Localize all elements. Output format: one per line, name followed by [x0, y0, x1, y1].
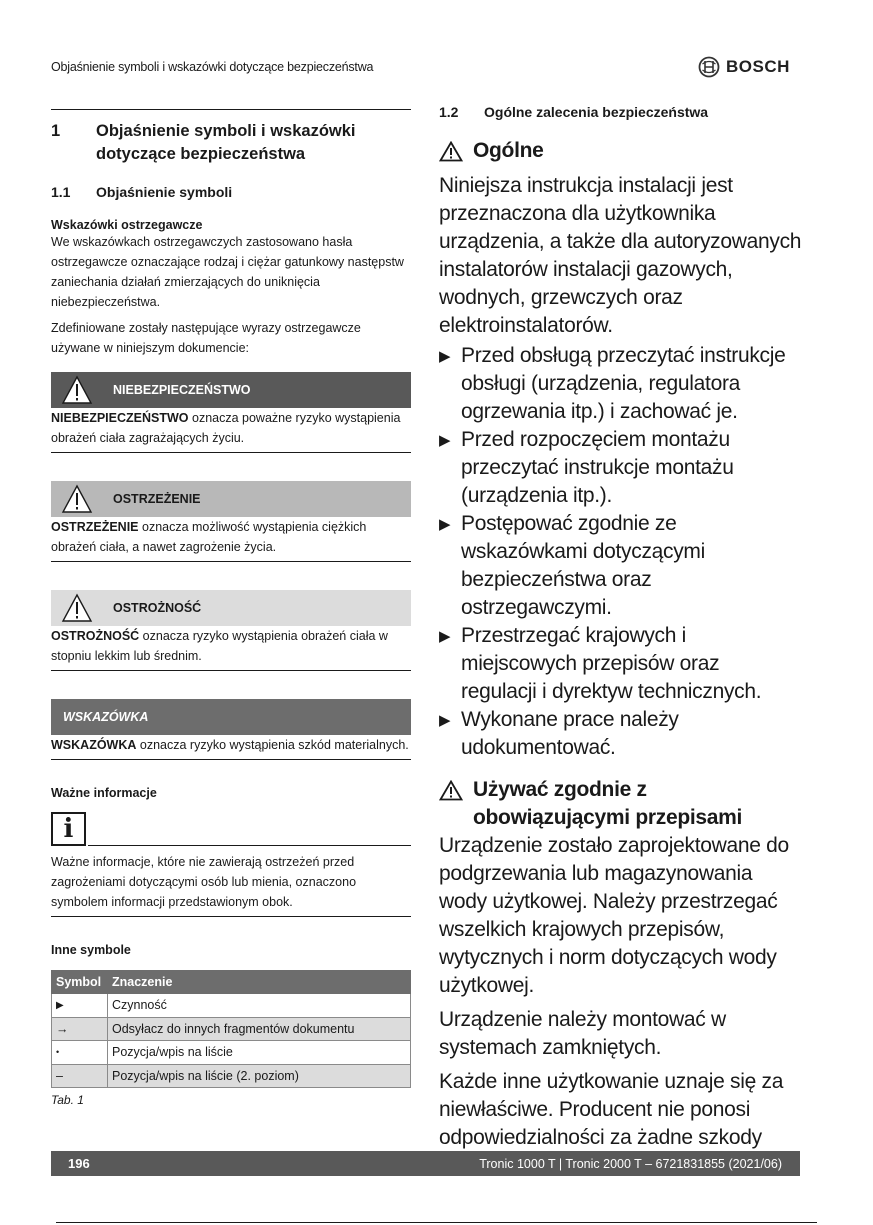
document-id: Tronic 1000 T | Tronic 2000 T – 6721831855 (2021/06)	[479, 1156, 782, 1171]
caution-description	[51, 626, 411, 671]
list-item-text: Wykonane prace należy udokumentować.	[461, 708, 679, 759]
danger-label: NIEBEZPIECZEŃSTWO	[113, 383, 251, 397]
table-cell-meaning: Odsyłacz do innych fragmentów dokumentu	[108, 1017, 411, 1041]
action-arrow-icon: ▶	[439, 712, 451, 729]
important-info-text: Ważne informacje, które nie zawierają ostrzeżeń przed zagrożeniami dotyczącymi osób lub mienia, oznaczono symbolem informacji przedstawionym obok.	[51, 852, 411, 917]
warning-text: oznacza możliwość wystąpienia ciężkich obrażeń ciała, a nawet zagrożenie życia.	[51, 520, 367, 554]
usage-paragraph-3: Każde inne użytkowanie uznaje się za niewłaściwe. Producent nie ponosi odpowiedzialności za żadne szkody	[439, 1070, 784, 1149]
table-caption: Tab. 1	[51, 1093, 84, 1107]
section-number: 1.1	[51, 184, 71, 200]
section-title: Ogólne zalecenia bezpieczeństwa	[484, 104, 709, 120]
general-heading	[439, 137, 804, 170]
notice-text: oznacza ryzyko wystąpienia szkód materialnych.	[136, 738, 409, 752]
running-header-title: Objaśnienie symboli i wskazówki dotyczące bezpieczeństwa	[51, 60, 374, 74]
danger-label-bar	[51, 372, 411, 408]
warnings-heading: Wskazówki ostrzegawcze	[51, 218, 203, 232]
section-title: Objaśnienie symboli i wskazówki dotyczące bezpieczeństwa	[96, 122, 356, 163]
usage-paragraph-1: Urządzenie zostało zaprojektowane do podgrzewania lub magazynowania wody użytkowej. Należy przestrzegać wszelkich krajowych przepisów, wytycznych i norm dotyczących wody użytkowej.	[439, 834, 789, 997]
danger-description	[51, 408, 411, 453]
usage-paragraph-2: Urządzenie należy montować w systemach zamkniętych.	[439, 1008, 726, 1059]
dash-icon: –	[52, 1064, 108, 1088]
warning-triangle-icon	[439, 776, 473, 832]
danger-text: oznacza poważne ryzyko wystąpienia obrażeń ciała zagrażających życiu.	[51, 411, 401, 445]
caution-label: OSTROŻNOŚĆ	[113, 601, 202, 615]
section-number: 1	[51, 122, 61, 140]
table-row	[52, 994, 411, 1018]
section-1-heading	[51, 120, 411, 166]
action-arrow-icon: ▶	[52, 994, 108, 1018]
action-arrow-icon: ▶	[439, 516, 451, 533]
symbols-table	[51, 970, 411, 1088]
warnings-paragraph-2: Zdefiniowane zostały następujące wyrazy ostrzegawcze używane w niniejszym dokumencie:	[51, 321, 361, 355]
section-number: 1.2	[439, 104, 459, 120]
bosch-logo	[698, 56, 790, 78]
table-row	[52, 1017, 411, 1041]
warning-triangle-icon	[51, 481, 113, 517]
warning-label: OSTRZEŻENIE	[113, 492, 201, 506]
info-icon: i	[51, 812, 86, 846]
caution-text: oznacza ryzyko wystąpienia obrażeń ciała w stopniu lekkim lub średnim.	[51, 629, 388, 663]
left-column	[51, 109, 411, 1107]
section-title: Objaśnienie symboli	[96, 184, 233, 200]
warning-triangle-icon	[439, 137, 473, 170]
table-row	[52, 1064, 411, 1088]
table-row	[52, 1041, 411, 1065]
list-item	[439, 622, 804, 706]
general-heading-text: Ogólne	[473, 139, 544, 162]
table-header-symbol: Symbol	[52, 971, 108, 994]
list-item	[439, 706, 804, 762]
safety-action-list	[439, 342, 804, 762]
reference-arrow-icon: →	[52, 1017, 108, 1041]
other-symbols-heading: Inne symbole	[51, 943, 131, 957]
action-arrow-icon: ▶	[439, 348, 451, 365]
bullet-icon: •	[52, 1041, 108, 1065]
brand-name: BOSCH	[726, 57, 790, 76]
warning-triangle-icon	[51, 372, 113, 408]
notice-description	[51, 735, 411, 760]
table-cell-meaning: Pozycja/wpis na liście	[108, 1041, 411, 1065]
right-column	[439, 104, 804, 1152]
section-1-2-heading	[439, 104, 804, 120]
warning-term: OSTRZEŻENIE	[51, 520, 139, 534]
warning-label-bar	[51, 481, 411, 517]
table-header-meaning: Znaczenie	[108, 971, 411, 994]
list-item	[439, 342, 804, 426]
caution-term: OSTROŻNOŚĆ	[51, 629, 140, 643]
action-arrow-icon: ▶	[439, 628, 451, 645]
page-footer	[51, 1151, 800, 1176]
list-item	[439, 426, 804, 510]
section-1-1-heading	[51, 184, 411, 200]
notice-label-bar	[51, 699, 411, 735]
notice-label: WSKAZÓWKA	[63, 710, 149, 724]
important-info-heading: Ważne informacje	[51, 786, 157, 800]
list-item-text: Postępować zgodnie ze wskazówkami dotyczącymi bezpieczeństwa oraz ostrzegawczymi.	[461, 512, 705, 619]
caution-label-bar	[51, 590, 411, 626]
general-paragraph: Niniejsza instrukcja instalacji jest przeznaczona dla użytkownika urządzenia, a także dla autoryzowanych instalatorów instalacji gazowych, wodnych, grzewczych oraz elektroinstalatorów.	[439, 174, 802, 337]
warning-triangle-icon	[51, 590, 113, 626]
table-cell-meaning: Pozycja/wpis na liście (2. poziom)	[108, 1064, 411, 1088]
danger-term: NIEBEZPIECZEŃSTWO	[51, 411, 189, 425]
notice-term: WSKAZÓWKA	[51, 738, 137, 752]
usage-heading	[439, 776, 804, 832]
info-symbol-row	[51, 812, 411, 846]
usage-heading-text: Używać zgodnie z obowiązującymi przepisami	[473, 778, 743, 829]
list-item-text: Przestrzegać krajowych i miejscowych przepisów oraz regulacji i dyrektyw technicznych.	[461, 624, 762, 703]
page-number: 196	[68, 1156, 90, 1171]
list-item-text: Przed rozpoczęciem montażu przeczytać instrukcje montażu (urządzenia itp.).	[461, 428, 734, 507]
bosch-armature-icon	[698, 56, 720, 78]
list-item	[439, 510, 804, 622]
action-arrow-icon: ▶	[439, 432, 451, 449]
table-cell-meaning: Czynność	[108, 994, 411, 1018]
warnings-paragraph-1: We wskazówkach ostrzegawczych zastosowano hasła ostrzegawcze oznaczające rodzaj i ciężar gatunkowy następstw zaniechania działań zmierzających do uniknięcia niebezpieczeństwa.	[51, 235, 404, 309]
warning-description	[51, 517, 411, 562]
list-item-text: Przed obsługą przeczytać instrukcje obsługi (urządzenia, regulatora ogrzewania itp.) i zachować je.	[461, 344, 786, 423]
